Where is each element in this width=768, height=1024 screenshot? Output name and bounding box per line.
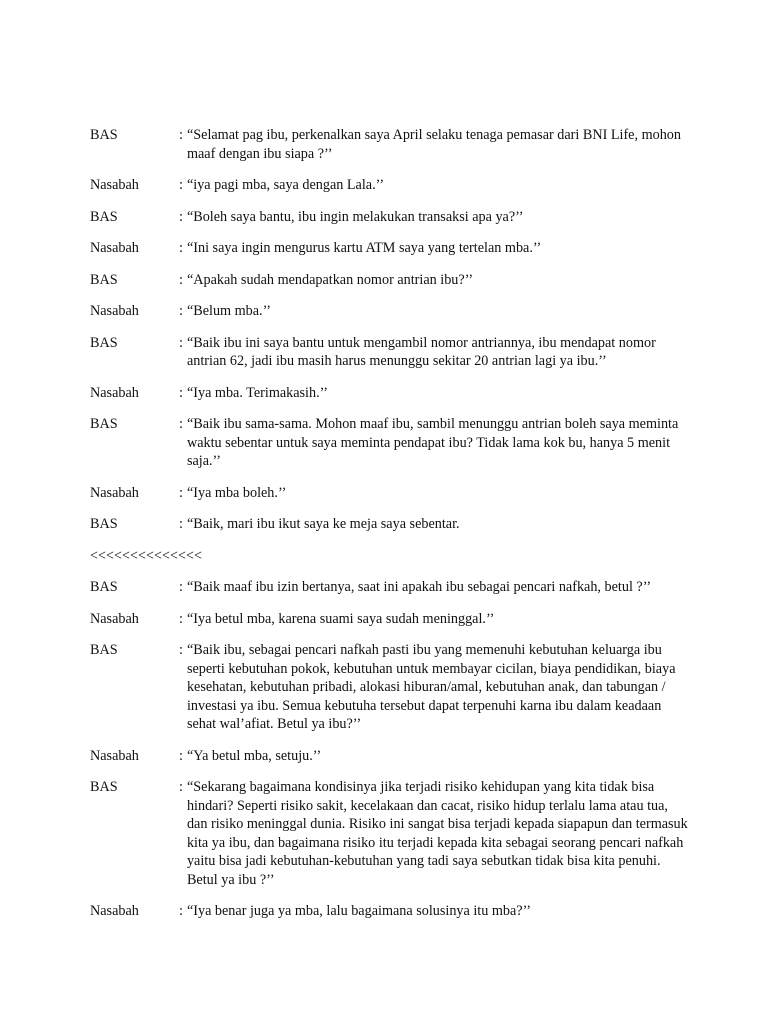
colon-separator: : [179, 127, 183, 143]
utterance-text: “Baik maaf ibu izin bertanya, saat ini apakah ibu sebagai pencari nafkah, betul ?’’ [186, 579, 652, 595]
utterance-text: “Boleh saya bantu, ibu ingin melakukan transaksi apa ya?’’ [186, 208, 524, 225]
dialogue-transcript [90, 126, 690, 934]
dialogue-line [90, 484, 690, 503]
colon-separator: : [179, 484, 183, 501]
speaker-label: Nasabah [90, 177, 139, 193]
dialogue-line [90, 515, 690, 534]
dialogue-line [90, 902, 690, 921]
speaker-label: BAS [90, 416, 118, 432]
dialogue-line [90, 778, 690, 889]
speaker-label: Nasabah [90, 747, 139, 764]
colon-separator: : [179, 208, 183, 225]
utterance-text: “Sekarang bagaimana kondisinya jika terjadi risiko kehidupan yang kita tidak bisa hindari? Seperti risiko sakit, kecelakaan dan cacat, risiko hidup terlalu lama atau tua, dan risiko meninggal dunia. Risiko ini sangat bisa terjadi kepada siapapun dan termasuk kita ya ibu, dan bagaimana risiko itu terjadi kepada kita sebagai seorang pencari nafkah yaitu bisa jadi kebutuhan-kebutuhan yang tadi saya sebutkan tidak bisa kita penuhi. Betul ya ibu ?’’ [186, 779, 688, 888]
speaker-label: Nasabah [90, 484, 139, 501]
dialogue-line [90, 578, 690, 597]
colon-separator: : [179, 177, 183, 193]
dialogue-line [90, 239, 690, 258]
dialogue-line [90, 747, 690, 766]
utterance-text: “Iya betul mba, karena suami saya sudah meninggal.’’ [186, 610, 495, 627]
colon-separator: : [179, 303, 183, 319]
dialogue-line [90, 208, 690, 227]
speaker-label: BAS [90, 779, 118, 795]
dialogue-line [90, 126, 690, 163]
utterance-text: “Ya betul mba, setuju.’’ [186, 747, 322, 764]
colon-separator: : [179, 779, 183, 795]
utterance-text: “Baik ibu, sebagai pencari nafkah pasti ibu yang memenuhi kebutuhan keluarga ibu seperti kebutuhan pokok, kebutuhan untuk membayar cicilan, biaya pendidikan, biaya kesehatan, kebutuhan pribadi, alokasi hiburan/amal, kebutuhan anak, dan tabungan / investasi ya ibu. Semua kebutuha tersebut dapat terpenuhi karna ibu dalam keadaan sehat wal’afiat. Betul ya ibu?’’ [186, 642, 676, 732]
utterance-text: “Iya mba. Terimakasih.’’ [186, 384, 329, 401]
utterance-text: “iya pagi mba, saya dengan Lala.’’ [186, 177, 385, 193]
speaker-label: BAS [90, 516, 118, 532]
colon-separator: : [179, 271, 183, 288]
speaker-label: BAS [90, 271, 118, 288]
dialogue-line [90, 176, 690, 195]
speaker-label: BAS [90, 334, 118, 351]
speaker-label: BAS [90, 579, 118, 595]
colon-separator: : [179, 579, 183, 595]
utterance-text: “Belum mba.’’ [186, 303, 271, 319]
utterance-text: “Baik ibu sama-sama. Mohon maaf ibu, sambil menunggu antrian boleh saya meminta waktu sebentar untuk saya meminta pendapat ibu? Tidak lama kok bu, hanya 5 menit saja.’’ [186, 416, 679, 469]
utterance-text: “Iya mba boleh.’’ [186, 484, 287, 501]
colon-separator: : [179, 334, 183, 351]
colon-separator: : [179, 384, 183, 401]
dialogue-line [90, 384, 690, 403]
colon-separator: : [179, 610, 183, 627]
dialogue-line [90, 302, 690, 321]
utterance-text: “Apakah sudah mendapatkan nomor antrian ibu?’’ [186, 271, 474, 288]
colon-separator: : [179, 240, 183, 256]
utterance-text: “Ini saya ingin mengurus kartu ATM saya yang tertelan mba.’’ [186, 240, 542, 256]
utterance-text: “Iya benar juga ya mba, lalu bagaimana solusinya itu mba?’’ [186, 903, 531, 919]
speaker-label: Nasabah [90, 303, 139, 319]
utterance-text: “Selamat pag ibu, perkenalkan saya April selaku tenaga pemasar dari BNI Life, mohon maaf dengan ibu siapa ?’’ [186, 127, 681, 162]
section-separator: <<<<<<<<<<<<<< [90, 547, 203, 564]
dialogue-line [90, 334, 690, 371]
speaker-label: Nasabah [90, 610, 139, 627]
colon-separator: : [179, 416, 183, 432]
utterance-text: “Baik ibu ini saya bantu untuk mengambil nomor antriannya, ibu mendapat nomor antrian 62, jadi ibu masih harus menunggu sekitar 20 antrian lagi ya ibu.’’ [186, 334, 656, 369]
colon-separator: : [179, 747, 183, 764]
dialogue-line [90, 415, 690, 471]
colon-separator: : [179, 516, 183, 532]
speaker-label: BAS [90, 642, 118, 658]
speaker-label: Nasabah [90, 240, 139, 256]
utterance-text: “Baik, mari ibu ikut saya ke meja saya sebentar. [186, 516, 460, 532]
speaker-label: Nasabah [90, 903, 139, 919]
dialogue-line [90, 610, 690, 629]
speaker-label: BAS [90, 127, 118, 143]
dialogue-line [90, 271, 690, 290]
colon-separator: : [179, 642, 183, 658]
dialogue-line [90, 641, 690, 734]
colon-separator: : [179, 903, 183, 919]
speaker-label: Nasabah [90, 384, 139, 401]
speaker-label: BAS [90, 208, 118, 225]
